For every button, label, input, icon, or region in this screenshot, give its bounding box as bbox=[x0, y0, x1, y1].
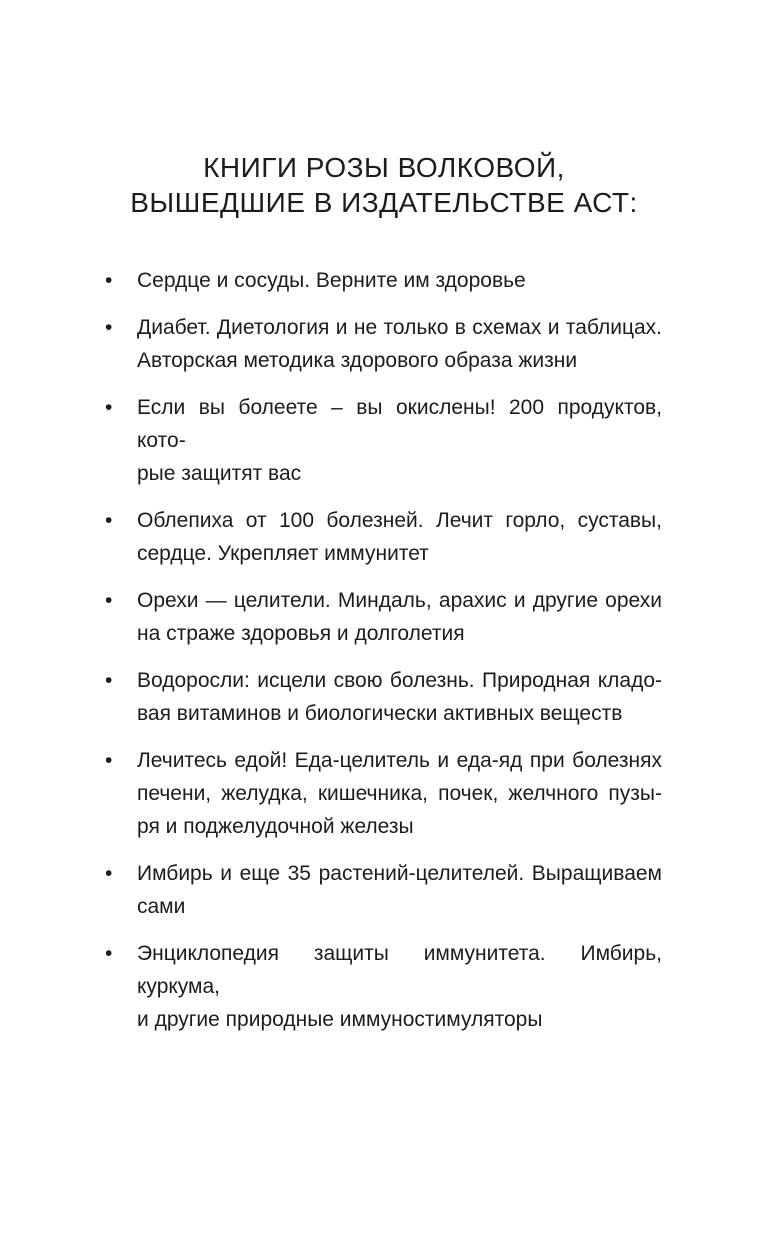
book-title-text bbox=[137, 664, 662, 730]
book-title-text bbox=[137, 744, 662, 843]
book-title-text bbox=[137, 937, 662, 1036]
book-title-line: сердце. Укрепляет иммунитет bbox=[137, 542, 429, 565]
bullet-icon: • bbox=[105, 862, 113, 885]
list-item bbox=[105, 504, 662, 570]
bullet-icon: • bbox=[105, 269, 113, 292]
book-title-line: Энциклопедия защиты иммунитета. Имбирь, куркума, bbox=[137, 942, 662, 998]
book-title-line: Лечитесь едой! Еда-целитель и еда-яд при болезнях bbox=[137, 749, 662, 772]
book-title-line: Диабет. Диетология и не только в схемах и таблицах. bbox=[137, 316, 662, 339]
list-item bbox=[105, 744, 662, 843]
book-title-line: Облепиха от 100 болезней. Лечит горло, суставы, bbox=[137, 509, 662, 532]
list-item bbox=[105, 391, 662, 490]
book-title-line: ря и поджелудочной железы bbox=[137, 815, 414, 838]
bullet-icon: • bbox=[105, 589, 113, 612]
book-title-line: Авторская методика здорового образа жизни bbox=[137, 349, 578, 372]
list-item bbox=[105, 857, 662, 923]
bullet-icon: • bbox=[105, 669, 113, 692]
book-title-line: Водоросли: исцели свою болезнь. Природная кладо- bbox=[137, 669, 662, 692]
bullet-icon: • bbox=[105, 316, 113, 339]
title-line-1: КНИГИ РОЗЫ ВОЛКОВОЙ, bbox=[203, 152, 565, 183]
book-title-text bbox=[137, 391, 662, 490]
book-title-line: Сердце и сосуды. Верните им здоровье bbox=[137, 269, 526, 292]
book-title-line: и другие природные иммуностимуляторы bbox=[137, 1008, 543, 1031]
book-title-text bbox=[137, 857, 662, 923]
list-item bbox=[105, 264, 662, 297]
bullet-icon: • bbox=[105, 942, 113, 965]
list-item bbox=[105, 311, 662, 377]
book-title-line: Если вы болеете – вы окислены! 200 продуктов, кото- bbox=[137, 396, 662, 452]
book-title-line: Орехи — целители. Миндаль, арахис и другие орехи bbox=[137, 589, 662, 612]
book-title-line: вая витаминов и биологически активных веществ bbox=[137, 702, 623, 725]
book-title-line: Имбирь и еще 35 растений-целителей. Выращиваем bbox=[137, 862, 662, 885]
bullet-icon: • bbox=[105, 396, 113, 419]
book-title-line: рые защитят вас bbox=[137, 462, 302, 485]
book-title-line: печени, желудка, кишечника, почек, желчного пузы- bbox=[137, 782, 662, 805]
list-item bbox=[105, 584, 662, 650]
book-title-text bbox=[137, 584, 662, 650]
book-title-text bbox=[137, 264, 662, 297]
bullet-icon: • bbox=[105, 509, 113, 532]
page-title bbox=[60, 150, 708, 220]
bullet-icon: • bbox=[105, 749, 113, 772]
book-list bbox=[105, 264, 662, 1036]
book-title-line: сами bbox=[137, 895, 186, 918]
book-title-text bbox=[137, 311, 662, 377]
book-title-line: на страже здоровья и долголетия bbox=[137, 622, 465, 645]
list-item bbox=[105, 937, 662, 1036]
book-title-text bbox=[137, 504, 662, 570]
list-item bbox=[105, 664, 662, 730]
title-line-2: ВЫШЕДШИЕ В ИЗДАТЕЛЬСТВЕ АСТ: bbox=[130, 187, 638, 218]
